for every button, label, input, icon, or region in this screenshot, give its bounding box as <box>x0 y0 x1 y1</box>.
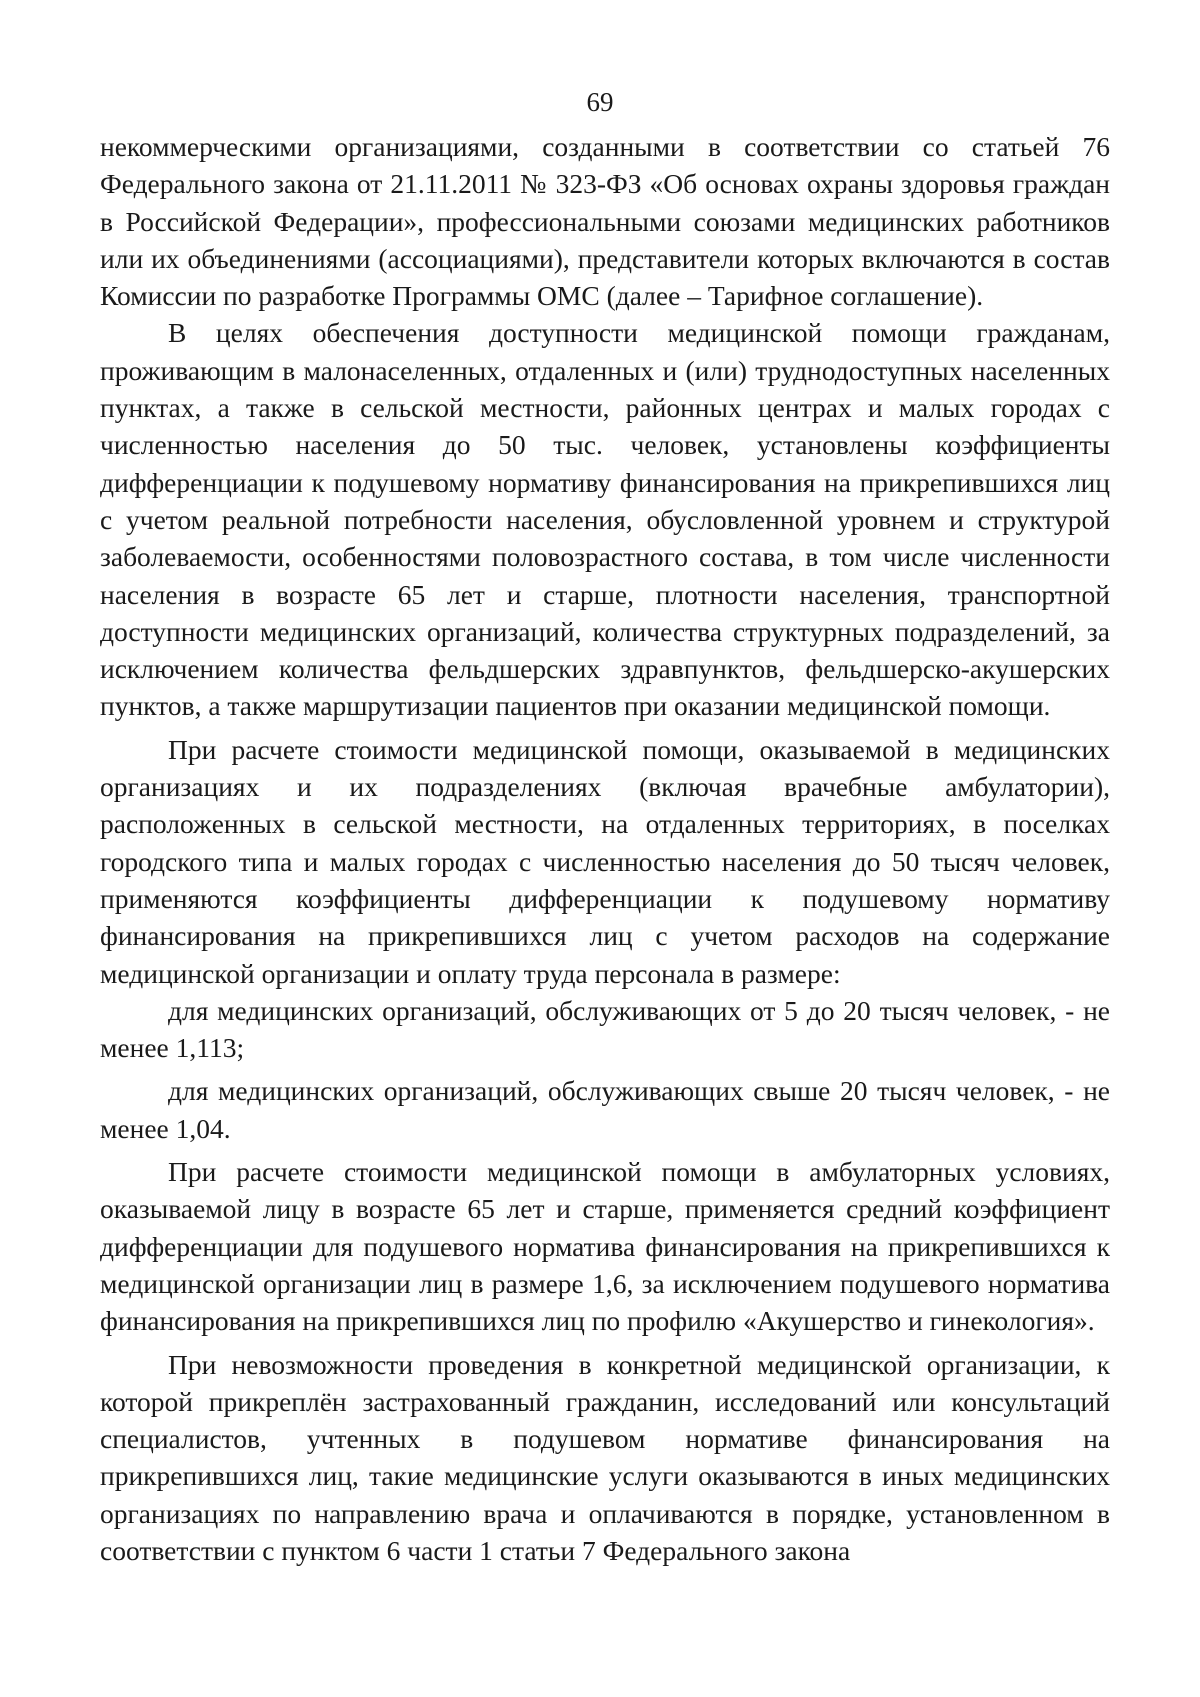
document-body <box>100 128 1110 1569</box>
paragraph-6: При расчете стоимости медицинской помощи в амбулаторных условиях, оказываемой лицу в возрасте 65 лет и старше, применяется средний коэффициент дифференциации для подушевого норматива финансирования на прикрепившихся к медицинской организации лиц в размере 1,6, за исключением подушевого норматива финансирования на прикрепившихся лиц по профилю «Акушерство и гинекология». <box>100 1156 1110 1337</box>
paragraph-4: для медицинских организаций, обслуживающих от 5 до 20 тысяч человек, - не менее 1,113; <box>100 994 1110 1064</box>
paragraph-7: При невозможности проведения в конкретной медицинской организации, к которой прикреплён застрахованный гражданин, исследований или консультаций специалистов, учтенных в подушевом нормативе финансирования на прикрепившихся лиц, такие медицинские услуги оказываются в иных медицинских организациях по направлению врача и оплачиваются в порядке, установленном в соответствии с пунктом 6 части 1 статьи 7 Федерального закона <box>100 1348 1110 1566</box>
paragraph-3: При расчете стоимости медицинской помощи, оказываемой в медицинских организациях и их подразделениях (включая врачебные амбулатории), расположенных в сельской местности, на отдаленных территориях, в поселках городского типа и малых городах с численностью населения до 50 тысяч человек, применяются коэффициенты дифференциации к подушевому нормативу финансирования на прикрепившихся лиц с учетом расходов на содержание медицинской организации и оплату труда персонала в размере: <box>100 733 1110 989</box>
paragraph-5: для медицинских организаций, обслуживающих свыше 20 тысяч человек, - не менее 1,04. <box>100 1075 1110 1144</box>
page-number: 69 <box>586 87 614 117</box>
paragraph-1: некоммерческими организациями, созданными в соответствии со статьей 76 Федерального закона от 21.11.2011 № 323-ФЗ «Об основах охраны здоровья граждан в Российской Федерации», профессиональными союзами медицинских работников или их объединениями (ассоциациями), представители которых включаются в состав Комиссии по разработке Программы ОМС (далее – Тарифное соглашение). <box>100 131 1110 312</box>
paragraph-2: В целях обеспечения доступности медицинской помощи гражданам, проживающим в малонаселенных, отдаленных и (или) труднодоступных населенных пунктах, а также в сельской местности, районных центрах и малых городах с численностью населения до 50 тыс. человек, установлены коэффициенты дифференциации к подушевому нормативу финансирования на прикрепившихся лиц с учетом реальной потребности населения, обусловленной уровнем и структурой заболеваемости, особенностями половозрастного состава, в том числе численности населения в возрасте 65 лет и старше, плотности населения, транспортной доступности медицинских организаций, количества структурных подразделений, за исключением количества фельдшерских здравпунктов, фельдшерско-акушерских пунктов, а также маршрутизации пациентов при оказании медицинской помощи. <box>100 317 1110 722</box>
